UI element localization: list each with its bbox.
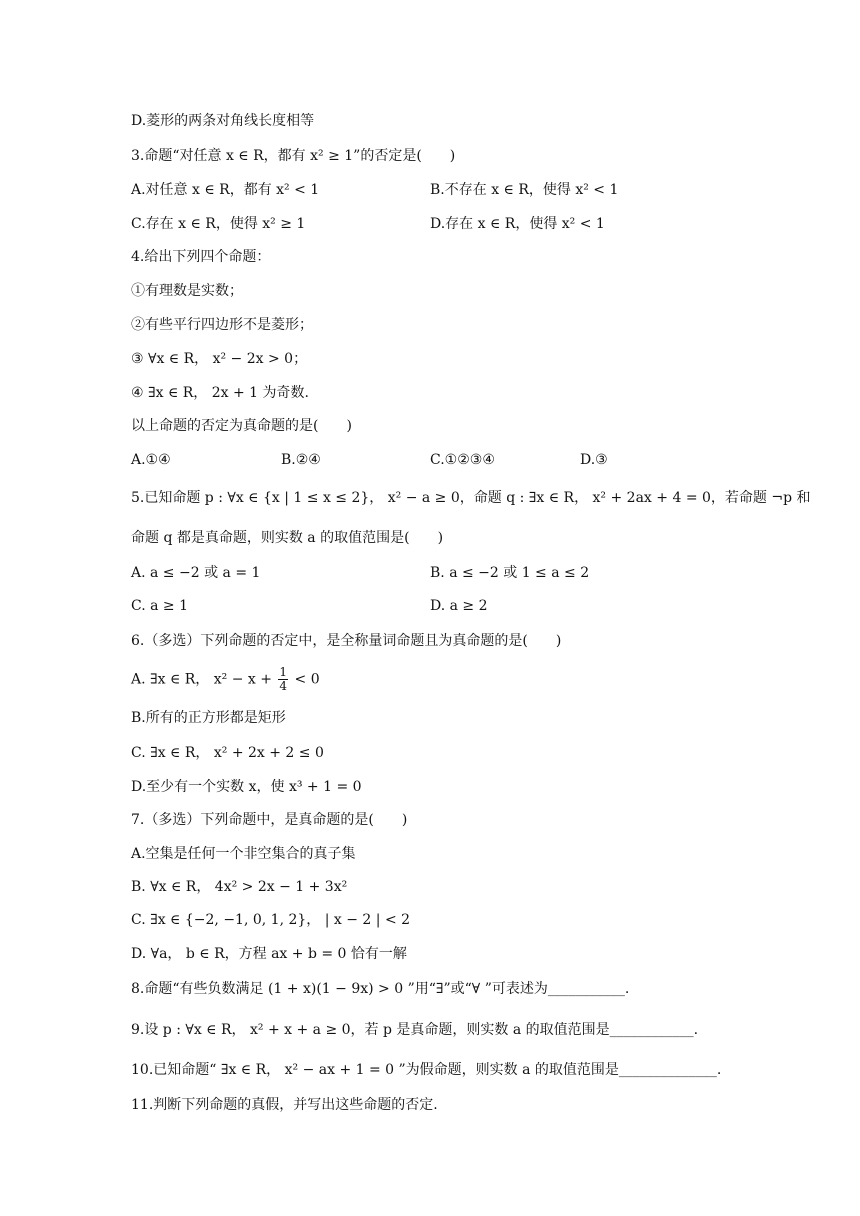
q7-option-a: A.空集是任何一个非空集合的真子集 — [131, 846, 356, 862]
q5-option-a: A. a ≤ −2 或 a = 1 — [131, 565, 261, 581]
question-9: 9.设 p : ∀x ∈ R， x² + x + a ≥ 0，若 p 是真命题，则实数 a 的取值范围是____________. — [131, 1022, 699, 1038]
question-11: 11.判断下列命题的真假，并写出这些命题的否定. — [131, 1097, 438, 1113]
fraction-numerator: 1 — [279, 665, 288, 679]
q6-option-d: D.至少有一个实数 x，使 x³ + 1 = 0 — [131, 779, 362, 795]
q5-option-c: C. a ≥ 1 — [131, 598, 188, 614]
question-4: 4.给出下列四个命题： — [131, 249, 271, 265]
q4-statement-1: ①有理数是实数； — [131, 283, 243, 299]
fraction — [278, 666, 288, 693]
question-8: 8.命题“有些负数满足 (1 + x)(1 − 9x) > 0 ”用“∃”或“∀ ”可表述为___________. — [131, 981, 630, 997]
q4-question: 以上命题的否定为真命题的是( ) — [131, 418, 352, 434]
q4-statement-2: ②有些平行四边形不是菱形； — [131, 317, 313, 333]
q3-option-c: C.存在 x ∈ R，使得 x² ≥ 1 — [131, 216, 306, 232]
q6-option-a-suffix: < 0 — [290, 671, 320, 688]
q3-option-b: B.不存在 x ∈ R，使得 x² < 1 — [430, 182, 619, 198]
option-d-rhombus: D.菱形的两条对角线长度相等 — [131, 113, 315, 129]
q4-statement-3: ③ ∀x ∈ R， x² − 2x > 0； — [131, 351, 308, 367]
q6-option-b: B.所有的正方形都是矩形 — [131, 710, 286, 726]
q4-option-a: A.①④ — [131, 452, 171, 468]
q5-option-d: D. a ≥ 2 — [430, 598, 488, 614]
q4-statement-4: ④ ∃x ∈ R， 2x + 1 为奇数. — [131, 385, 309, 401]
question-7: 7.（多选）下列命题中，是真命题的是( ) — [131, 812, 408, 828]
q7-option-c: C. ∃x ∈ {−2, −1, 0, 1, 2}， | x − 2 | < 2 — [131, 912, 411, 928]
question-5-line-2: 命题 q 都是真命题，则实数 a 的取值范围是( ) — [131, 530, 444, 546]
q5-option-b: B. a ≤ −2 或 1 ≤ a ≤ 2 — [430, 565, 590, 581]
q7-option-b: B. ∀x ∈ R， 4x² > 2x − 1 + 3x² — [131, 879, 348, 895]
question-5-line-1: 5.已知命题 p : ∀x ∈ {x | 1 ≤ x ≤ 2}， x² − a ≥ 0，命题 q : ∃x ∈ R， x² + 2ax + 4 = 0，若命题 ¬p 和 — [131, 490, 811, 506]
question-10: 10.已知命题“ ∃x ∈ R， x² − ax + 1 = 0 ”为假命题，则实数 a 的取值范围是______________. — [131, 1062, 722, 1078]
q6-option-a-prefix: A. ∃x ∈ R， x² − x + — [131, 671, 277, 688]
q6-option-a — [131, 666, 320, 693]
question-3: 3.命题“对任意 x ∈ R，都有 x² ≥ 1”的否定是( ) — [131, 148, 456, 164]
q3-option-a: A.对任意 x ∈ R，都有 x² < 1 — [131, 182, 320, 198]
question-6: 6.（多选）下列命题的否定中，是全称量词命题且为真命题的是( ) — [131, 633, 562, 649]
q7-option-d: D. ∀a， b ∈ R，方程 ax + b = 0 恰有一解 — [131, 946, 407, 962]
q4-option-b: B.②④ — [281, 452, 321, 468]
q4-option-c: C.①②③④ — [430, 452, 495, 468]
q4-option-d: D.③ — [580, 452, 608, 468]
q6-option-c: C. ∃x ∈ R， x² + 2x + 2 ≤ 0 — [131, 745, 324, 761]
q3-option-d: D.存在 x ∈ R，使得 x² < 1 — [430, 216, 605, 232]
fraction-denominator: 4 — [279, 679, 288, 693]
